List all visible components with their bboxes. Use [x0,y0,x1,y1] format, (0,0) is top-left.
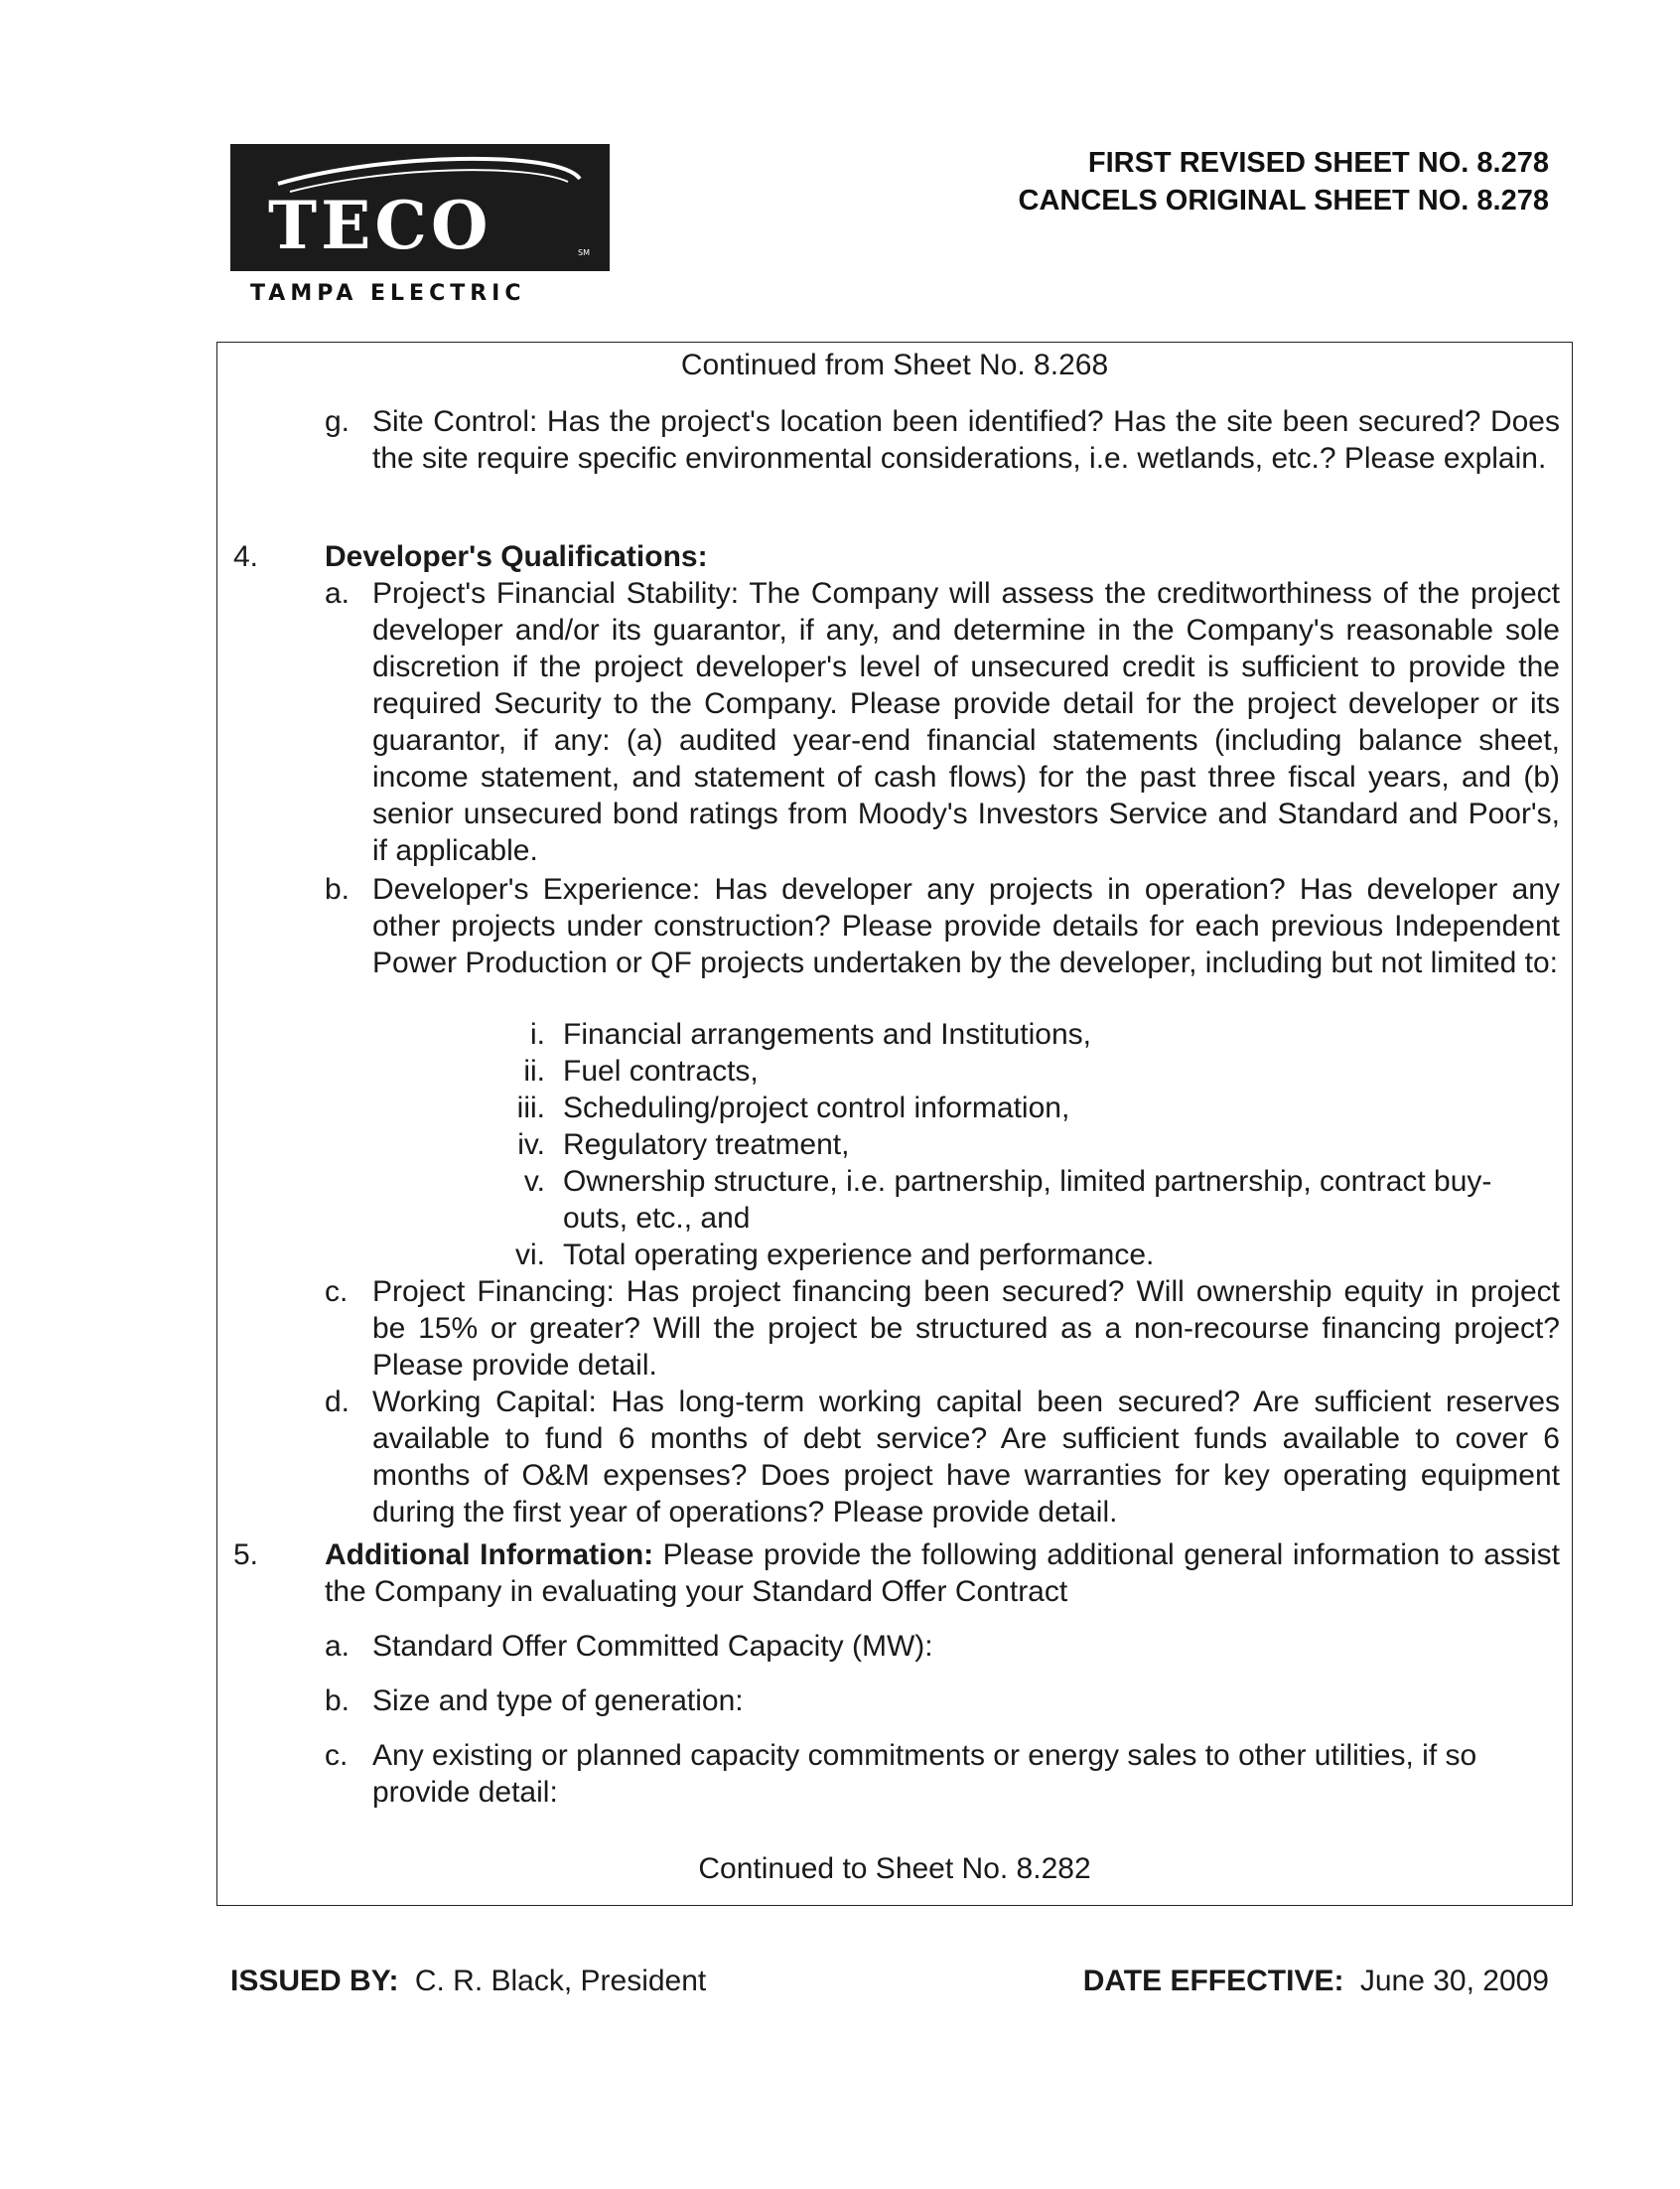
subitem-iii-text: Scheduling/project control information, [563,1092,1070,1124]
svg-text:SM: SM [578,248,590,257]
subitem-v-marker: v. [523,1165,545,1198]
item-5a-marker: a. [325,1630,350,1663]
item-5b-marker: b. [325,1684,350,1717]
teco-logo-mark [230,144,610,271]
item-g-marker: g. [325,405,350,438]
item-4d-marker: d. [325,1386,350,1418]
subitem-ii-text: Fuel contracts, [563,1055,759,1088]
section-4-number: 4. [233,540,259,573]
section-5-heading: Additional Information: [325,1538,654,1571]
section-5-intro: Please provide the following additional general information to assist the Company in evaluating your Standard Offer Contract [325,1538,1560,1608]
subitem-v-text: Ownership structure, i.e. partnership, limited partnership, contract buy-outs, etc., and [563,1165,1492,1235]
item-4a-marker: a. [325,577,350,610]
item-4b-marker: b. [325,873,350,906]
sheet-line-1: FIRST REVISED SHEET NO. 8.278 [1087,147,1549,179]
sheet-number [1019,144,1549,219]
issued-by [230,1965,706,1998]
item-4b-text: Developer's Experience: Has developer any projects in operation? Has developer any other projects under construction? Please provide details for each previous Independent Power Production or QF projects undertaken by the developer, including but not limited to: [372,873,1560,979]
subitem-vi-marker: vi. [515,1239,545,1271]
item-5a-text: Standard Offer Committed Capacity (MW): [372,1630,933,1663]
issued-by-label: ISSUED BY: [230,1965,399,1997]
subitem-iv-text: Regulatory treatment, [563,1128,850,1161]
company-name: TAMPA ELECTRIC [250,281,526,306]
item-5c-text: Any existing or planned capacity commitments or energy sales to other utilities, if so provide detail: [372,1739,1477,1809]
subitem-iii-marker: iii. [516,1092,545,1124]
continued-to: Continued to Sheet No. 8.282 [698,1852,1091,1885]
continued-from: Continued from Sheet No. 8.268 [680,349,1109,381]
content-box [216,342,1573,1906]
issued-by-value: C. R. Black, President [414,1965,707,1997]
item-5b-text: Size and type of generation: [372,1684,744,1717]
item-5c-marker: c. [325,1739,349,1772]
item-4c-marker: c. [325,1275,349,1308]
subitem-i-text: Financial arrangements and Institutions, [563,1018,1091,1051]
item-4d-text: Working Capital: Has long-term working capital been secured? Are sufficient reserves available to fund 6 months of debt service? Are sufficient funds available to cover 6 months of O&M expenses? Does project have warranties for key operating equipment during the first year of operations? Please provide detail. [372,1386,1560,1529]
subitem-iv-marker: iv. [517,1128,545,1161]
date-effective-label: DATE EFFECTIVE: [1082,1965,1344,1997]
subitem-i-marker: i. [530,1018,545,1051]
subitem-ii-marker: ii. [523,1055,545,1088]
date-effective [1083,1965,1549,1998]
item-4a-text: Project's Financial Stability: The Company will assess the creditworthiness of the project developer and/or its guarantor, if any, and determine in the Company's reasonable sole discretion if the project developer's level of unsecured credit is sufficient to provide the required Security to the Company. Please provide detail for the project developer or its guarantor, if any: (a) audited year-end financial statements (including balance sheet, income statement, and statement of cash flows) for the past three fiscal years, and (b) senior unsecured bond ratings from Moody's Investors Service and Standard and Poor's, if applicable. [372,577,1560,867]
date-effective-value: June 30, 2009 [1359,1965,1549,1997]
section-5-number: 5. [233,1538,259,1571]
item-g-text: Site Control: Has the project's location been identified? Has the site been secured? Does the site require specific environmental considerations, i.e. wetlands, etc.? Please explain. [372,405,1560,475]
section-5-paragraph [325,1536,1560,1610]
subitem-vi-text: Total operating experience and performance. [563,1239,1155,1271]
section-4-heading: Developer's Qualifications: [325,540,708,573]
item-4c-text: Project Financing: Has project financing been secured? Will ownership equity in project be 15% or greater? Will the project be structured as a non-recourse financing project? Please provide detail. [372,1275,1560,1382]
logo-wordmark: TECO [268,187,492,264]
teco-logo [230,144,610,271]
sheet-line-2: CANCELS ORIGINAL SHEET NO. 8.278 [1018,185,1549,217]
